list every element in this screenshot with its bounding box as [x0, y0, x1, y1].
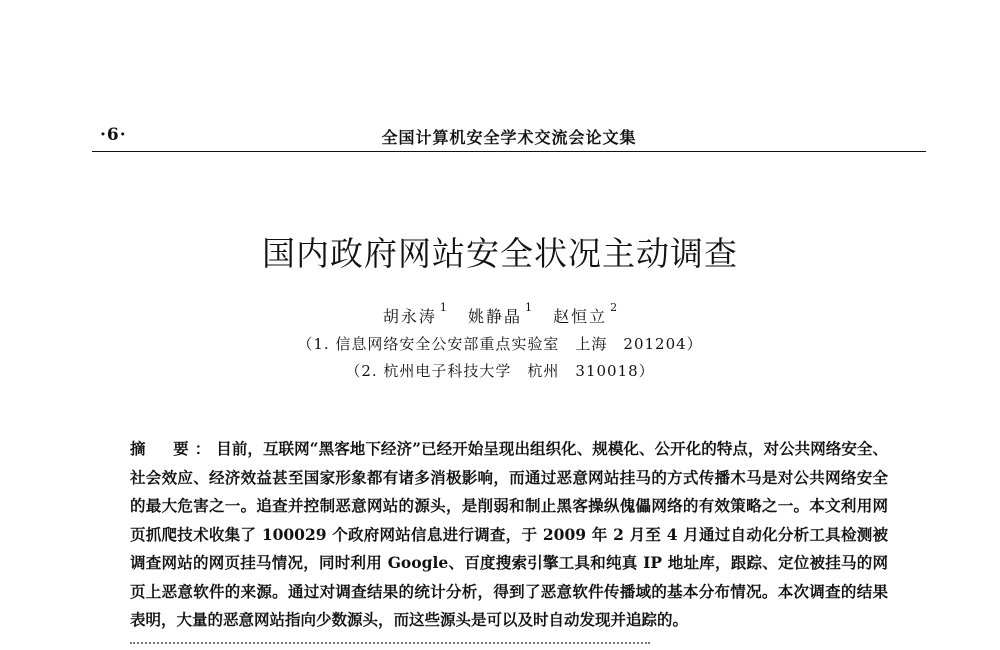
affiliation-1: （1. 信息网络安全公安部重点实验室 上海 201204）	[297, 335, 703, 353]
author-list	[0, 301, 1000, 327]
keywords-line-cutoff	[130, 642, 888, 650]
author-3	[553, 301, 618, 326]
author-name: 姚静晶	[467, 307, 522, 326]
running-header	[92, 125, 926, 149]
author-1	[382, 301, 447, 326]
header-rule	[92, 151, 926, 152]
affiliation-marker: 2	[610, 301, 618, 314]
author-name: 赵恒立	[553, 307, 608, 326]
abstract-label: 摘 要：	[130, 439, 217, 458]
affiliation-marker: 1	[439, 301, 447, 314]
abstract	[130, 435, 888, 635]
affiliation-2: （2. 杭州电子科技大学 杭州 310018）	[345, 362, 655, 380]
affiliation-marker: 1	[525, 301, 532, 314]
page-number: ·6·	[100, 125, 127, 145]
paper-title: 国内政府网站安全状况主动调查	[262, 234, 738, 273]
abstract-text: 目前，互联网“黑客地下经济”已经开始呈现出组织化、规模化、公开化的特点，对公共网络安全、社会效应、经济效益甚至国家形象都有诸多消极影响，而通过恶意网站挂马的方式传播木马是对公共网络安全的最大危害之一。追查并控制恶意网站的源头，是削弱和制止黑客操纵傀儡网络的有效策略之一。本文利用网页抓爬技术收集了 100029 个政府网站信息进行调查，于 2009 年 2 月至 4 月通过自动化分析工具检测被调查网站的网页挂马情况，同时利用 Google、百度搜索引擎工具和纯真 IP 地址库，跟踪、定位被挂马的网页上恶意软件的来源。通过对调查结果的统计分析，得到了恶意软件传播域的基本分布情况。本次调查的结果表明，大量的恶意网站指向少数源头，而这些源头是可以及时自动发现并追踪的。	[130, 439, 888, 629]
journal-title: 全国计算机安全学术交流会论文集	[381, 128, 637, 147]
author-name: 胡永涛	[382, 307, 437, 326]
author-2	[467, 301, 532, 326]
